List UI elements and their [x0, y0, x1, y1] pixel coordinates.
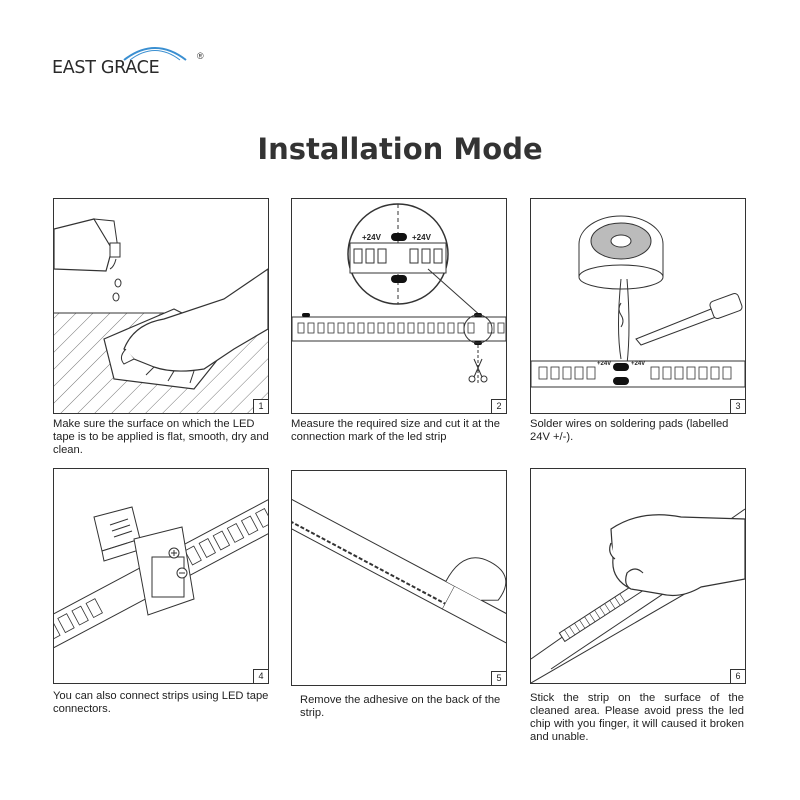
pad-label-right: +24V [631, 361, 646, 367]
wire-spool-icon [579, 216, 663, 289]
step-number: 1 [253, 399, 268, 413]
brand-name: EAST GRACE [52, 58, 160, 78]
page-title: Installation Mode [257, 132, 543, 166]
step-5-caption: Remove the adhesive on the back of the strip. [300, 694, 501, 719]
step-4-caption: You can also connect strips using LED tape connectors. [53, 690, 269, 715]
hand-icon [610, 515, 745, 596]
peel-adhesive-illustration [292, 471, 506, 685]
step-number: 4 [253, 669, 268, 683]
step-2-caption: Measure the required size and cut it at the connection mark of the led strip [291, 418, 500, 443]
soldering-illustration [531, 199, 745, 413]
step-number: 5 [491, 671, 506, 685]
cleaner-bottle-icon [54, 219, 121, 301]
brand-registered-mark: ® [197, 51, 204, 61]
step-6-panel [530, 468, 746, 684]
soldering-iron-icon [619, 292, 743, 345]
step-5-panel [291, 470, 507, 686]
brand-logo [52, 38, 212, 86]
pad-label-right: +24V [412, 233, 431, 242]
step-1-caption: Make sure the surface on which the LED tape is to be applied is flat, smooth, dry and clean. [53, 418, 269, 456]
cutting-strip-illustration [292, 199, 506, 413]
step-number: 6 [730, 669, 745, 683]
step-3-panel [530, 198, 746, 414]
step-6-caption: Stick the strip on the surface of the cleaned area. Please avoid press the led chip with you finger, it will caused it broken and unable. [530, 692, 744, 743]
step-3-caption: Solder wires on soldering pads (labelled 24V +/-). [530, 418, 729, 443]
step-number: 2 [491, 399, 506, 413]
pad-label-left: +24V [597, 361, 612, 367]
pad-label-left: +24V [362, 233, 381, 242]
connector-illustration [54, 469, 268, 683]
step-number: 3 [730, 399, 745, 413]
step-2-panel [291, 198, 507, 414]
step-4-panel [53, 468, 269, 684]
step-1-panel [53, 198, 269, 414]
wiping-surface-illustration [54, 199, 268, 413]
stick-strip-illustration [531, 469, 745, 683]
